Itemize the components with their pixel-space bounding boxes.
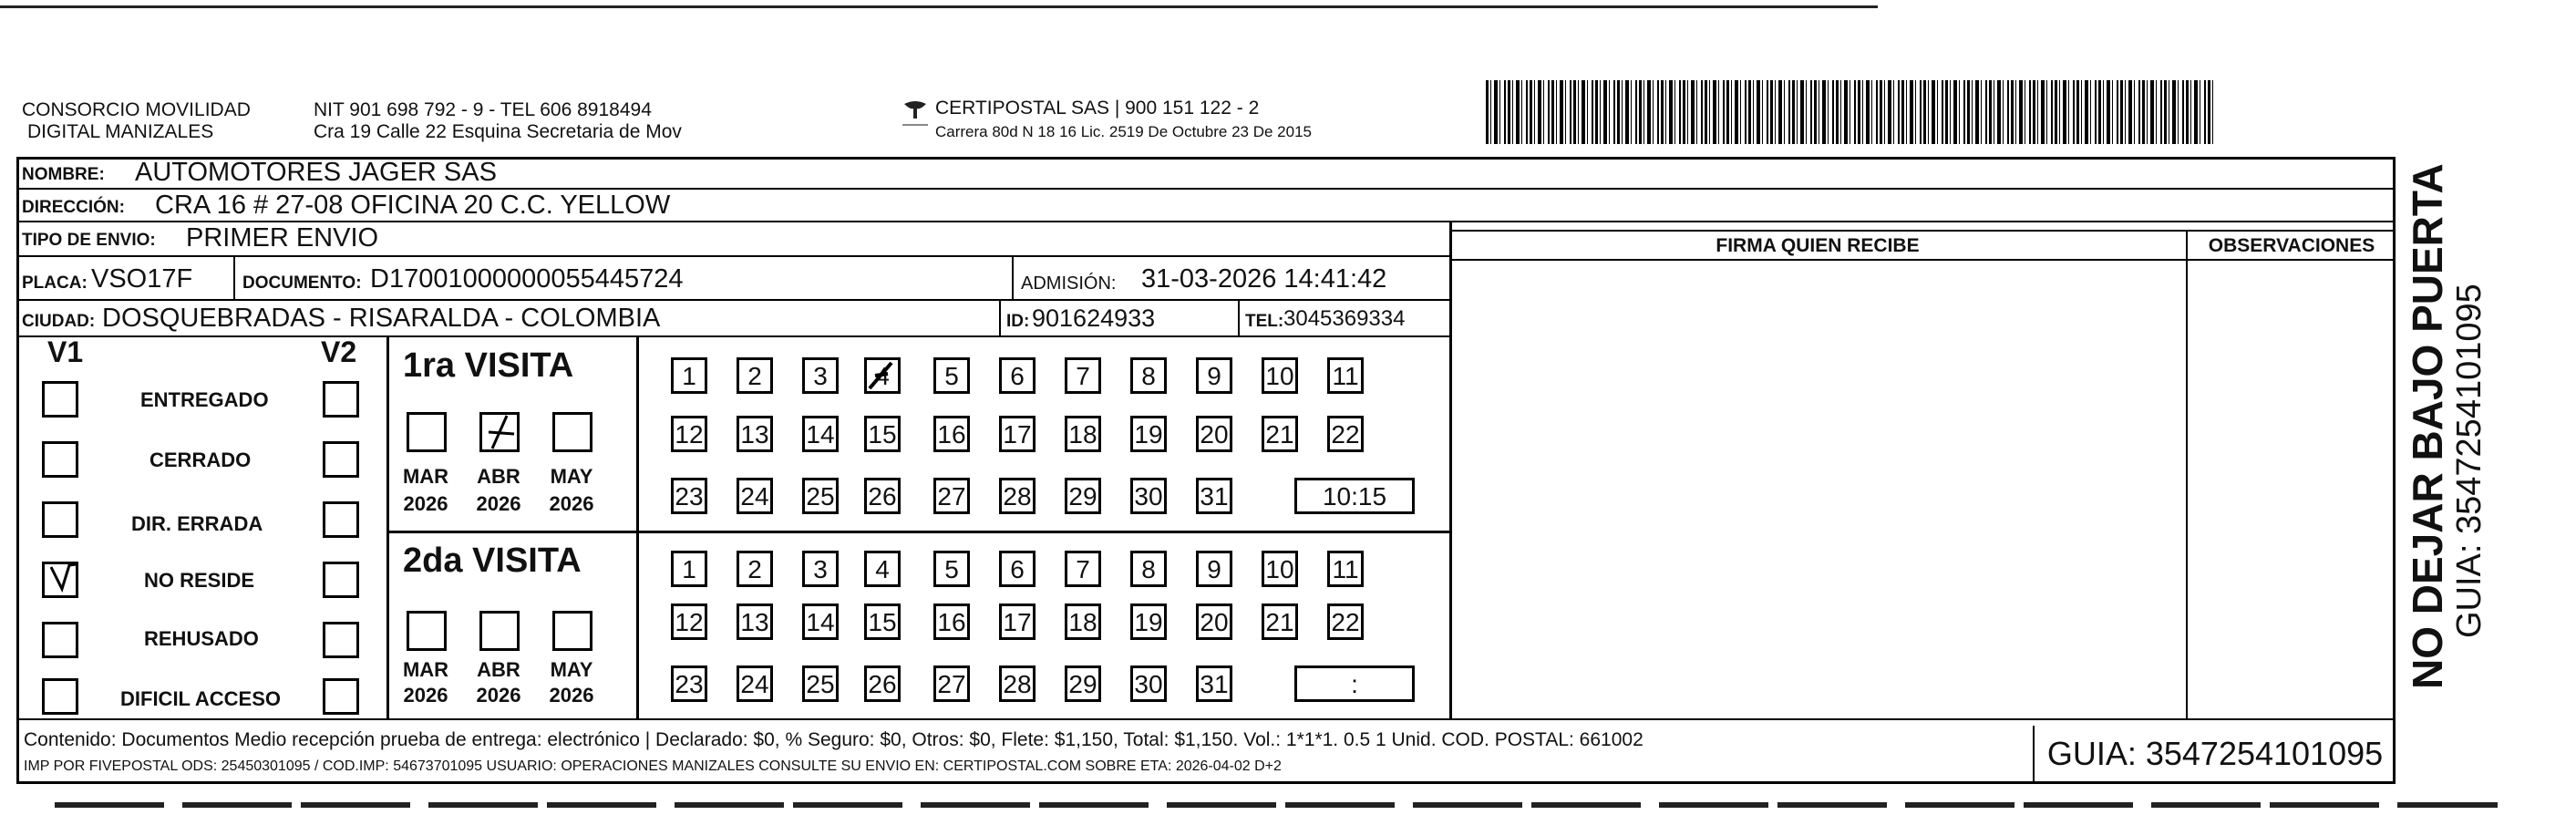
sender-address: Cra 19 Calle 22 Esquina Secretaria de Mov: [314, 121, 682, 142]
footer-contenido: Contenido: Documentos Medio recepción prueba de entrega: electrónico | Declarado: $0, % Seguro: $0, Otros: $0, Flete: $1,150, Total: $1,150. Vol.: 1*1*1. 0.5 1 Unid. COD. POSTAL: 661002: [24, 729, 1643, 750]
second-visit-day-31[interactable]: 31: [1196, 665, 1232, 702]
second-visit-day-19[interactable]: 19: [1130, 604, 1167, 640]
second-visit-day-14[interactable]: 14: [802, 604, 839, 640]
v2-checkbox-dir-errada[interactable]: [323, 501, 359, 538]
second-visit-label-mar: MAR: [402, 658, 449, 681]
carrier-name: CERTIPOSTAL SAS | 900 151 122 - 2: [935, 98, 1260, 119]
rule-placa-doc: [233, 255, 235, 299]
ciudad-label: CIUDAD:: [22, 312, 96, 331]
second-visit-day-6[interactable]: 6: [999, 551, 1036, 587]
second-visit-year-mar: 2026: [403, 684, 448, 707]
second-visit-day-28[interactable]: 28: [999, 665, 1036, 702]
second-visit-day-15[interactable]: 15: [864, 604, 901, 640]
second-visit-day-29[interactable]: 29: [1065, 665, 1101, 702]
second-visit-day-26[interactable]: 26: [864, 665, 901, 702]
documento-value: D17001000000055445724: [370, 264, 684, 294]
row-nombre: [16, 157, 2396, 190]
second-visit-day-5[interactable]: 5: [933, 551, 970, 587]
second-visit-title: 2da VISITA: [403, 542, 582, 580]
second-visit-day-8[interactable]: 8: [1130, 551, 1167, 587]
rule-left-block-right: [1449, 222, 1452, 718]
check-mark-icon: [42, 562, 78, 598]
first-visit-day-25[interactable]: 25: [802, 478, 839, 514]
second-visit-day-21[interactable]: 21: [1262, 604, 1298, 640]
first-visit-day-27[interactable]: 27: [933, 478, 970, 514]
documento-label: DOCUMENTO:: [242, 273, 362, 293]
v1-header: V1: [47, 335, 84, 368]
v1-checkbox-rehusado[interactable]: [42, 622, 78, 658]
first-visit-day-13[interactable]: 13: [737, 416, 773, 452]
rule-footer-top: [16, 718, 2396, 720]
first-visit-day-15[interactable]: 15: [864, 416, 901, 452]
second-visit-day-17[interactable]: 17: [999, 604, 1036, 640]
second-visit-day-2[interactable]: 2: [737, 551, 773, 587]
admision-label: ADMISIÓN:: [1021, 273, 1117, 294]
second-visit-day-10[interactable]: 10: [1262, 551, 1298, 587]
rule-after-ciudad: [16, 335, 1451, 337]
v1-checkbox-dir-errada[interactable]: [42, 501, 78, 538]
first-visit-day-30[interactable]: 30: [1130, 478, 1167, 514]
first-visit-time-box[interactable]: 10:15: [1294, 478, 1415, 514]
first-visit-day-7[interactable]: 7: [1065, 357, 1101, 394]
nombre-label: NOMBRE:: [22, 165, 105, 184]
admision-value: 31-03-2026 14:41:42: [1141, 264, 1387, 294]
second-visit-month-abr[interactable]: [479, 611, 520, 651]
rule-id-tel: [1238, 299, 1240, 335]
first-visit-day-3[interactable]: 3: [802, 357, 839, 394]
v2-checkbox-no-reside[interactable]: [323, 562, 359, 598]
first-visit-day-28[interactable]: 28: [999, 478, 1036, 514]
first-visit-day-21[interactable]: 21: [1262, 416, 1298, 452]
second-visit-day-25[interactable]: 25: [802, 665, 839, 702]
no-dejar-bajo-puerta: NO DEJAR BAJO PUERTA: [2404, 163, 2451, 689]
side-guia: GUIA: 3547254101095: [2450, 284, 2488, 638]
sender-name-line1: CONSORCIO MOVILIDAD: [22, 99, 251, 120]
first-visit-day-31[interactable]: 31: [1196, 478, 1232, 514]
second-visit-label-may: MAY: [550, 658, 593, 681]
second-visit-time-box[interactable]: :: [1294, 665, 1415, 702]
id-value: 901624933: [1032, 304, 1156, 332]
status-dir-errada: DIR. ERRADA: [131, 512, 263, 535]
tel-value: 3045369334: [1283, 306, 1406, 331]
first-visit-day-8[interactable]: 8: [1130, 357, 1167, 394]
second-visit-year-abr: 2026: [476, 684, 521, 707]
status-cerrado: CERRADO: [149, 449, 252, 471]
first-visit-day-2[interactable]: 2: [737, 357, 773, 394]
first-visit-day-14[interactable]: 14: [802, 416, 839, 452]
second-visit-day-3[interactable]: 3: [802, 551, 839, 587]
tipo-envio-value: PRIMER ENVIO: [186, 223, 379, 253]
second-visit-day-27[interactable]: 27: [933, 665, 970, 702]
first-visit-day-5[interactable]: 5: [933, 357, 970, 394]
second-visit-day-1[interactable]: 1: [671, 551, 707, 587]
v1-checkbox-entregado[interactable]: [42, 381, 78, 418]
rule-doc-admision: [1012, 255, 1014, 299]
second-visit-month-mar[interactable]: [407, 611, 447, 651]
row-direccion: [16, 190, 2396, 222]
check-mark-icon: [479, 412, 520, 452]
direccion-value: CRA 16 # 27-08 OFICINA 20 C.C. YELLOW: [155, 191, 671, 220]
first-visit-day-17[interactable]: 17: [999, 416, 1036, 452]
second-visit-label-abr: ABR: [477, 658, 520, 681]
rule-firma-top: [1449, 230, 2396, 232]
second-visit-month-may[interactable]: [552, 611, 592, 651]
bottom-border-line: [55, 802, 2498, 808]
v1-checkbox-no-reside[interactable]: [42, 562, 78, 598]
tel-label: TEL:: [1245, 312, 1284, 331]
footer-imp: IMP POR FIVEPOSTAL ODS: 25450301095 / COD.IMP: 54673701095 USUARIO: OPERACIONES MANIZALES CONSULTE SU ENVIO EN: CERTIPOSTAL.COM SOBRE ETA: 2026-04-02 D+2: [24, 758, 1282, 774]
status-no-reside: NO RESIDE: [144, 569, 255, 592]
second-visit-day-20[interactable]: 20: [1196, 604, 1232, 640]
second-visit-day-7[interactable]: 7: [1065, 551, 1101, 587]
second-visit-day-13[interactable]: 13: [737, 604, 773, 640]
v1-checkbox-cerrado[interactable]: [42, 441, 78, 478]
firma-header: FIRMA QUIEN RECIBE: [1716, 235, 1920, 256]
direccion-label: DIRECCIÓN:: [22, 198, 125, 217]
first-visit-day-23[interactable]: 23: [671, 478, 707, 514]
second-visit-day-23[interactable]: 23: [671, 665, 707, 702]
status-rehusado: REHUSADO: [144, 627, 259, 650]
status-dificil-acceso: DIFICIL ACCESO: [120, 687, 282, 710]
first-visit-label-abr: ABR: [477, 465, 520, 488]
nombre-value: AUTOMOTORES JAGER SAS: [135, 158, 497, 187]
first-visit-year-may: 2026: [549, 492, 594, 515]
first-visit-title: 1ra VISITA: [403, 346, 574, 385]
second-visit-day-16[interactable]: 16: [933, 604, 970, 640]
first-visit-day-6[interactable]: 6: [999, 357, 1036, 394]
first-visit-label-mar: MAR: [402, 465, 449, 488]
sender-nit: NIT 901 698 792 - 9 - TEL 606 8918494: [314, 99, 652, 120]
certipostal-logo-icon: [899, 98, 932, 129]
first-visit-day-26[interactable]: 26: [864, 478, 901, 514]
first-visit-label-may: MAY: [550, 465, 593, 488]
rule-visit-split: [386, 531, 1451, 533]
second-visit-day-24[interactable]: 24: [737, 665, 773, 702]
second-visit-day-11[interactable]: 11: [1327, 551, 1364, 587]
rule-months-days: [636, 335, 639, 718]
first-visit-month-may[interactable]: [552, 412, 592, 452]
v2-checkbox-entregado[interactable]: [323, 381, 359, 418]
observaciones-header: OBSERVACIONES: [2208, 235, 2375, 256]
first-visit-day-18[interactable]: 18: [1065, 416, 1101, 452]
second-visit-day-4[interactable]: 4: [864, 551, 901, 587]
rule-after-placa: [16, 299, 1451, 301]
first-visit-year-mar: 2026: [403, 492, 448, 515]
ciudad-value: DOSQUEBRADAS - RISARALDA - COLOMBIA: [102, 304, 661, 333]
rule-status-months: [386, 335, 389, 718]
placa-value: VSO17F: [91, 264, 193, 294]
first-visit-day-20[interactable]: 20: [1196, 416, 1232, 452]
check-mark-icon: [864, 357, 901, 394]
first-visit-day-9[interactable]: 9: [1196, 357, 1232, 394]
first-visit-day-19[interactable]: 19: [1130, 416, 1167, 452]
sender-name-line2: DIGITAL MANIZALES: [27, 121, 214, 142]
footer-guia: GUIA: 3547254101095: [2033, 726, 2396, 782]
status-entregado: ENTREGADO: [140, 388, 269, 411]
rule-after-tipo: [16, 255, 1451, 257]
second-visit-day-22[interactable]: 22: [1327, 604, 1364, 640]
first-visit-day-22[interactable]: 22: [1327, 416, 1364, 452]
second-visit-day-9[interactable]: 9: [1196, 551, 1232, 587]
first-visit-day-4[interactable]: 4: [864, 357, 901, 394]
tipo-envio-label: TIPO DE ENVIO:: [22, 231, 156, 250]
carrier-address: Carrera 80d N 18 16 Lic. 2519 De Octubre 23 De 2015: [935, 123, 1312, 140]
first-visit-day-29[interactable]: 29: [1065, 478, 1101, 514]
first-visit-month-abr[interactable]: [479, 412, 520, 452]
id-label: ID:: [1006, 312, 1030, 331]
first-visit-day-16[interactable]: 16: [933, 416, 970, 452]
v2-checkbox-dificil-acceso[interactable]: [323, 678, 359, 715]
first-visit-day-24[interactable]: 24: [737, 478, 773, 514]
first-visit-day-12[interactable]: 12: [671, 416, 707, 452]
first-visit-month-mar[interactable]: [407, 412, 447, 452]
rule-observaciones: [2186, 230, 2188, 718]
v2-checkbox-cerrado[interactable]: [323, 441, 359, 478]
second-visit-day-18[interactable]: 18: [1065, 604, 1101, 640]
rule-firma-bottom: [1449, 259, 2396, 261]
first-visit-day-1[interactable]: 1: [671, 357, 707, 394]
placa-label: PLACA:: [22, 273, 88, 293]
top-border-line: [0, 5, 1878, 8]
v1-checkbox-dificil-acceso[interactable]: [42, 678, 78, 715]
v2-checkbox-rehusado[interactable]: [323, 622, 359, 658]
second-visit-day-30[interactable]: 30: [1130, 665, 1167, 702]
first-visit-day-11[interactable]: 11: [1327, 357, 1364, 394]
v2-header: V2: [321, 335, 357, 368]
first-visit-year-abr: 2026: [476, 492, 521, 515]
barcode-graphic: [1486, 80, 2215, 144]
second-visit-year-may: 2026: [549, 684, 594, 707]
first-visit-day-10[interactable]: 10: [1262, 357, 1298, 394]
rule-ciudad-id: [999, 299, 1001, 335]
second-visit-day-12[interactable]: 12: [671, 604, 707, 640]
